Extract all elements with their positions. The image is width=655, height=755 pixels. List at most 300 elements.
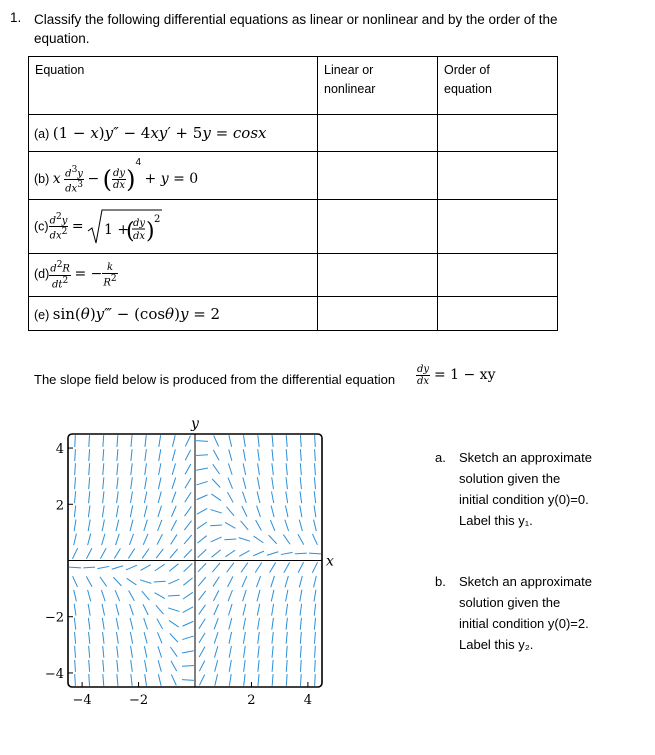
slope-segment xyxy=(89,477,90,489)
task-a-line-3: initial condition y(0)=0. xyxy=(459,492,589,507)
slope-segment xyxy=(74,534,77,546)
slope-segment xyxy=(116,534,120,545)
slope-segment xyxy=(258,463,260,475)
slope-segment xyxy=(241,563,248,573)
slope-segment xyxy=(315,449,316,461)
equation-a: (a) (1 − x)y″ − 4xy′ + 5y = cosx xyxy=(29,115,318,152)
slope-segment xyxy=(239,538,250,542)
slope-segment xyxy=(286,674,287,686)
slope-segment xyxy=(270,520,275,531)
slope-segment xyxy=(211,494,221,501)
slope-segment xyxy=(103,674,104,686)
slope-segment xyxy=(286,604,288,616)
slope-segment xyxy=(285,506,287,518)
slope-segment xyxy=(214,632,218,643)
y-tick-label: −4 xyxy=(44,666,64,682)
slope-segment xyxy=(309,553,321,554)
slope-segment xyxy=(158,506,162,517)
slope-segment xyxy=(168,579,179,584)
slope-segment xyxy=(88,618,90,630)
slope-segment xyxy=(197,508,207,514)
slope-segment xyxy=(198,577,206,586)
slope-segment xyxy=(300,646,301,658)
slope-segment xyxy=(142,591,150,600)
slope-segment xyxy=(184,535,192,544)
classification-table xyxy=(28,56,558,331)
slope-segment xyxy=(185,464,191,474)
slope-segment xyxy=(271,576,275,587)
slope-segment xyxy=(83,567,95,568)
slope-segment xyxy=(314,590,316,602)
question-prompt: Classify the following differential equations as linear or nonlinear and by the order of the equation. xyxy=(34,12,558,46)
slope-segment xyxy=(114,548,120,558)
slope-segment xyxy=(199,605,206,615)
slope-segment xyxy=(298,534,304,544)
slope-segment xyxy=(170,633,178,642)
y-tick-label: 4 xyxy=(55,442,64,458)
slope-segment xyxy=(300,449,301,461)
slope-segment xyxy=(183,592,193,599)
slope-segment xyxy=(117,646,118,658)
slope-segment xyxy=(140,565,150,571)
slope-segment xyxy=(158,646,162,657)
slope-segment xyxy=(156,605,164,614)
slope-segment xyxy=(229,435,232,447)
svg-text:2: 2 xyxy=(154,213,161,225)
slope-segment xyxy=(159,449,161,461)
task-a-line-4: Label this y₁. xyxy=(459,513,533,528)
slope-segment xyxy=(131,463,132,475)
slope-segment xyxy=(229,674,231,686)
slope-segment xyxy=(154,581,166,582)
slope-segment xyxy=(103,435,104,447)
slope-segment xyxy=(258,632,260,644)
slope-segment xyxy=(285,520,289,531)
slope-segment xyxy=(314,463,315,475)
task-a-letter: a. xyxy=(435,450,446,465)
slope-segment xyxy=(225,550,235,557)
table-row xyxy=(29,297,558,331)
slope-segment xyxy=(228,576,233,587)
task-a-line-1: Sketch an approximate xyxy=(459,450,592,465)
slope-segment xyxy=(199,675,204,686)
slope-segment xyxy=(271,506,274,517)
slope-segment xyxy=(258,660,259,672)
slope-segment xyxy=(155,564,165,571)
slope-segment xyxy=(243,477,246,488)
slope-segment xyxy=(213,577,219,587)
linearity-answer-e[interactable] xyxy=(318,297,438,331)
slope-segment xyxy=(214,436,219,447)
linearity-answer-b[interactable] xyxy=(318,152,438,200)
slope-segment xyxy=(212,479,220,488)
slope-segment xyxy=(258,646,259,658)
header-linearity: Linear or nonlinear xyxy=(318,57,438,115)
slope-segment xyxy=(158,660,161,671)
slope-segment xyxy=(239,551,249,557)
slope-segment xyxy=(183,621,194,626)
slope-segment xyxy=(130,618,133,630)
slope-segment xyxy=(103,449,104,461)
slope-segment xyxy=(155,593,165,599)
order-answer-c[interactable] xyxy=(438,200,558,254)
slope-segment xyxy=(117,435,118,447)
slope-segment xyxy=(312,534,317,545)
table-row xyxy=(29,115,558,152)
slope-segment xyxy=(215,646,218,657)
slope-segment xyxy=(272,477,274,489)
slope-segment xyxy=(286,590,288,602)
slope-segment xyxy=(283,535,290,545)
slope-segment xyxy=(116,520,119,532)
slope-segment xyxy=(145,463,147,475)
table-row xyxy=(29,200,558,254)
slope-segment xyxy=(169,564,178,571)
slope-segment xyxy=(103,646,104,658)
slope-segment xyxy=(214,618,218,629)
slope-segment xyxy=(89,435,90,447)
slope-segment xyxy=(214,604,219,615)
slope-segment xyxy=(225,522,235,528)
slope-segment xyxy=(300,618,301,630)
slope-segment xyxy=(212,563,220,572)
slope-segment xyxy=(184,549,192,558)
slope-segment xyxy=(314,604,315,616)
order-answer-d[interactable] xyxy=(438,254,558,297)
slope-segment xyxy=(102,618,104,630)
y-tick-label: 2 xyxy=(55,498,64,514)
slope-segment xyxy=(285,576,288,587)
slope-segment xyxy=(224,539,236,540)
slope-segment xyxy=(314,618,315,630)
slope-segment xyxy=(199,619,205,629)
x-tick-label: −2 xyxy=(128,693,149,708)
slope-segment xyxy=(117,491,119,503)
slope-segment xyxy=(172,478,176,489)
slope-segment xyxy=(73,576,78,587)
slope-segment xyxy=(244,646,246,658)
slope-segment xyxy=(131,435,132,447)
slope-segment xyxy=(116,604,119,615)
slope-segment xyxy=(140,580,151,584)
order-answer-e[interactable] xyxy=(438,297,558,331)
slope-segment xyxy=(300,590,302,602)
slope-segment xyxy=(300,674,301,686)
slope-segment xyxy=(130,604,134,615)
slope-segment xyxy=(243,632,245,644)
slope-segment xyxy=(213,464,220,474)
slope-segment xyxy=(300,463,301,475)
slope-segment xyxy=(286,660,287,672)
slope-segment xyxy=(315,646,316,658)
slope-segment xyxy=(88,534,91,545)
slope-segment xyxy=(243,463,245,475)
slope-segment xyxy=(75,435,76,447)
slope-segment xyxy=(258,435,259,447)
slope-segment xyxy=(144,632,147,643)
slope-segment xyxy=(75,632,76,644)
slope-segment xyxy=(129,534,133,545)
slope-segment xyxy=(130,632,132,644)
slope-segment xyxy=(100,548,106,558)
slope-segment xyxy=(272,463,273,475)
slope-segment xyxy=(169,620,179,627)
slope-segment xyxy=(242,576,247,587)
slope-segment xyxy=(159,463,161,475)
slope-segment xyxy=(158,520,162,531)
slope-segment xyxy=(197,522,207,529)
slope-segment xyxy=(170,647,177,657)
slope-segment xyxy=(272,449,273,461)
slope-segment xyxy=(184,563,193,571)
equation-c: (c) $\frac{d2y}{dx2}$ = 1 + ( dy dx ) 2 xyxy=(29,200,318,254)
slope-segment xyxy=(184,521,191,530)
slope-segment xyxy=(102,604,104,616)
slope-segment xyxy=(182,680,194,681)
slope-segment xyxy=(312,562,317,573)
slope-segment xyxy=(159,435,161,447)
slope-segment xyxy=(74,604,76,616)
slope-segment xyxy=(69,567,81,568)
y-tick-label: −2 xyxy=(44,610,64,626)
slope-segment xyxy=(75,463,76,475)
slope-segment xyxy=(196,441,208,442)
slope-segment xyxy=(226,507,234,516)
x-tick-label: 2 xyxy=(247,693,256,708)
slope-segment xyxy=(102,534,105,545)
slope-segment xyxy=(117,449,118,461)
slope-segment xyxy=(131,646,133,658)
slope-segment xyxy=(314,505,316,517)
slope-segment xyxy=(168,608,179,612)
x-tick-label: 4 xyxy=(303,693,313,708)
slope-segment xyxy=(145,449,147,461)
slope-segment xyxy=(131,449,132,461)
slope-segment xyxy=(89,632,90,644)
slope-segment xyxy=(211,537,222,542)
slope-segment xyxy=(172,449,175,460)
slope-segment xyxy=(196,455,208,456)
header-order: Order of equation xyxy=(438,57,558,115)
sqrt-expression xyxy=(87,207,163,247)
slope-segment xyxy=(256,576,260,587)
order-answer-b[interactable] xyxy=(438,152,558,200)
slope-segment xyxy=(299,520,302,531)
slope-segment xyxy=(272,632,273,644)
slope-segment xyxy=(117,463,118,475)
slope-segment xyxy=(171,661,177,671)
slope-segment xyxy=(88,505,90,517)
slope-segment xyxy=(244,674,245,686)
slope-segment xyxy=(143,604,148,615)
slope-segment xyxy=(254,536,264,543)
x-tick-label: −4 xyxy=(72,693,92,708)
slope-segment xyxy=(183,607,193,613)
slope-segment xyxy=(100,577,107,587)
svg-text:dx: dx xyxy=(133,230,146,242)
slope-segment xyxy=(115,590,120,601)
slope-segment xyxy=(286,646,287,658)
slope-segment xyxy=(131,674,132,686)
slope-segment xyxy=(72,548,77,559)
table-header-row xyxy=(29,57,558,115)
slope-segment xyxy=(196,468,208,470)
slope-segment xyxy=(74,590,77,602)
slope-segment xyxy=(158,477,161,489)
linearity-answer-d[interactable] xyxy=(318,254,438,297)
slope-segment xyxy=(300,660,301,672)
slope-segment xyxy=(144,646,146,658)
slope-segment xyxy=(229,660,231,672)
task-b-line-1: Sketch an approximate xyxy=(459,574,592,589)
slope-segment xyxy=(145,660,147,672)
y-axis-label: y xyxy=(191,416,199,432)
slope-segment xyxy=(286,449,287,461)
slope-segment xyxy=(228,464,232,475)
slope-segment xyxy=(272,674,273,686)
slope-segment xyxy=(185,492,191,502)
task-b-line-4: Label this y₂. xyxy=(459,637,534,652)
slope-segment xyxy=(101,590,105,601)
slope-segment xyxy=(75,646,76,658)
slope-segment xyxy=(228,478,233,489)
slope-segment xyxy=(103,463,104,475)
slope-segment xyxy=(315,660,316,672)
slope-segment xyxy=(116,505,118,517)
slope-segment xyxy=(199,633,205,643)
slope-segment xyxy=(229,646,231,658)
slope-segment xyxy=(243,618,245,630)
slope-segment xyxy=(197,536,206,543)
header-equation: Equation xyxy=(29,57,318,115)
slope-segment xyxy=(272,646,273,658)
slope-segment xyxy=(243,590,247,601)
slope-segment xyxy=(269,535,277,544)
slope-segment xyxy=(185,478,191,488)
slope-segment xyxy=(144,618,148,629)
slope-segment xyxy=(300,505,302,517)
slope-segment xyxy=(198,591,205,600)
slope-segment xyxy=(143,534,148,545)
task-b-line-2: solution given the xyxy=(459,595,561,610)
slope-segment xyxy=(286,463,287,475)
slope-segment xyxy=(196,481,207,485)
slope-segment xyxy=(315,674,316,686)
slope-segment xyxy=(257,604,259,616)
slope-segment xyxy=(88,590,91,601)
slope-segment xyxy=(131,660,133,672)
slope-segment xyxy=(74,491,75,503)
slope-segment xyxy=(314,491,315,503)
slope-segment xyxy=(75,660,76,672)
slope-segment xyxy=(182,636,193,640)
slope-segment xyxy=(298,562,303,573)
slope-segment xyxy=(130,520,133,531)
slope-segment xyxy=(229,618,232,629)
slope-segment xyxy=(198,549,207,557)
slope-segment xyxy=(272,435,273,447)
slope-segment xyxy=(102,520,104,532)
slope-segment xyxy=(158,492,161,503)
task-a-line-2: solution given the xyxy=(459,471,561,486)
slope-segment xyxy=(267,552,278,556)
table-row xyxy=(29,152,558,200)
svg-text:dy: dy xyxy=(133,217,146,229)
slope-segment xyxy=(241,521,249,530)
slope-segment xyxy=(300,435,301,447)
slope-segment xyxy=(117,674,118,686)
slope-segment xyxy=(215,660,218,671)
slope-segment xyxy=(314,477,315,489)
slope-segment xyxy=(158,674,161,686)
slope-segment xyxy=(172,463,175,474)
slope-segment xyxy=(89,463,90,475)
slope-segment xyxy=(75,674,76,686)
slope-segment xyxy=(182,666,194,667)
slope-segment xyxy=(271,590,274,602)
slope-segment xyxy=(258,618,260,630)
slope-segment xyxy=(172,435,175,447)
slope-segment xyxy=(89,449,90,461)
slope-segment xyxy=(144,491,146,503)
slope-field-equation: $\frac{dy}{dx}$ = 1 − xy xyxy=(417,364,496,387)
slope-segment xyxy=(300,604,302,616)
order-answer-a[interactable] xyxy=(438,115,558,152)
slope-segment xyxy=(243,449,245,461)
table-row xyxy=(29,254,558,297)
slope-segment xyxy=(185,436,190,447)
linearity-answer-a[interactable] xyxy=(318,115,438,152)
linearity-answer-c[interactable] xyxy=(318,200,438,254)
slope-segment xyxy=(74,505,75,517)
slope-segment xyxy=(129,590,135,600)
slope-segment xyxy=(199,661,204,672)
slope-segment xyxy=(116,632,118,644)
slope-segment xyxy=(243,435,245,447)
slope-segment xyxy=(286,435,287,447)
slope-segment xyxy=(103,660,104,672)
slope-segment xyxy=(144,520,148,531)
slope-segment xyxy=(300,491,302,503)
slope-segment xyxy=(314,632,315,644)
slope-segment xyxy=(171,675,176,686)
equation-d: (d) $\frac{d2R}{dt2}$ = − $\frac{k}{R2}$ xyxy=(29,254,318,297)
slope-segment xyxy=(89,674,90,686)
slope-segment xyxy=(130,505,132,517)
slope-segment xyxy=(117,477,118,489)
slope-segment xyxy=(183,578,192,585)
svg-text:(: ( xyxy=(126,218,135,244)
slope-segment xyxy=(88,604,90,616)
slope-segment xyxy=(258,674,259,686)
slope-field-intro: The slope field below is produced from the differential equation xyxy=(34,372,396,387)
slope-segment xyxy=(244,660,246,672)
slope-segment xyxy=(315,435,316,447)
slope-segment xyxy=(271,491,273,503)
slope-segment xyxy=(142,549,149,559)
equation-e: (e) sin(θ)y‴ − (cosθ)y = 2 xyxy=(29,297,318,331)
slope-segment xyxy=(314,576,317,588)
x-axis-label: x xyxy=(326,553,334,570)
slope-segment xyxy=(253,551,264,556)
slope-segment xyxy=(157,619,163,629)
slope-segment xyxy=(103,477,104,489)
slope-segment xyxy=(168,595,180,596)
slope-segment xyxy=(257,590,260,601)
slope-segment xyxy=(300,477,301,489)
slope-segment xyxy=(215,674,218,686)
slope-field-chart xyxy=(30,412,334,717)
